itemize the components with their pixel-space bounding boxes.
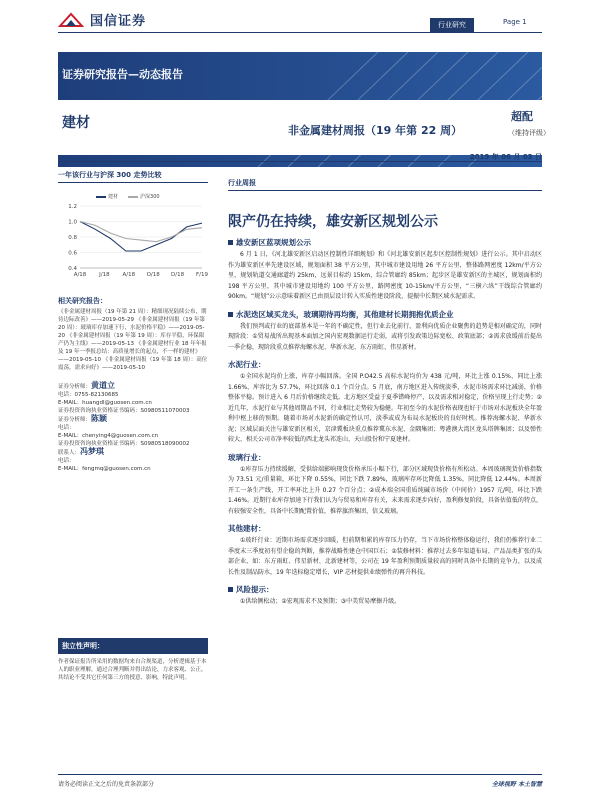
y-tick-label: 0.8: [68, 235, 77, 241]
report-series-title: 证券研究报告—动态报告: [62, 68, 183, 81]
section-heading: 玻璃行业：: [228, 452, 266, 462]
sector-name: 建材: [62, 115, 90, 131]
slogan: 全球视野 本土智慧: [491, 781, 542, 788]
section: [228, 584, 542, 608]
analyst-cert: 证券投资咨询执业资格证书编码：S0980518090002: [58, 441, 190, 447]
analyst-name: 冯梦琪: [80, 447, 105, 456]
analyst-phone: 电话：: [58, 425, 75, 431]
brand-logo: [58, 10, 146, 29]
analyst-cert: 证券投资咨询执业资格证书编码：S0980511070003: [58, 408, 190, 414]
report-type-tag: 行业研究: [430, 18, 474, 32]
y-tick-label: 1.0: [68, 219, 77, 226]
x-tick-label: O/18: [146, 272, 160, 278]
y-tick-label: 0.4: [68, 266, 77, 272]
rating-note: （维持评级）: [508, 129, 550, 137]
section-heading: 水泥迭区域买龙头，玻璃期待再均衡，其他建材长期拥抱优质企业: [228, 309, 542, 320]
analyst-card: [58, 382, 208, 415]
y-tick-label: 1.2: [68, 204, 77, 210]
analyst-email[interactable]: E-MAIL：fengmq@guosen.com.cn: [58, 466, 151, 472]
analyst-role: 联系人：: [58, 450, 81, 456]
section: [228, 523, 542, 578]
section-heading: 雄安新区蓝项规划公示: [228, 237, 542, 248]
disclaimer-note: 请务必阅读正文之后的免责条款部分: [58, 781, 155, 788]
section-text: 6 月 1 日，《河北雄安新区启动区控制性详细规划》和《河北雄安新区起步区控制性规划》进行公示。其中启动区作为雄安新区率先建设区域，规划面积 38 平方公里，其中城市建设用地 26 平方公里，整体路网密度 12km/平方公里，规划轨道交通廊道约 25km，远景目标约 15km，综合管廊约 85km；起步区是雄安新区的主城区，规划面积约 198 平方公里，其中城市建设用地约 100 平方公里，路网密度 10-15km/平方公里，“三横六纵”干线综合管廊约 90km。“规划”公示意味着新区已由顶层设计转入实质性建设阶段，提振中长期区域水泥需求。: [228, 251, 542, 300]
headline: 限产仍在持续，雄安新区规划公示: [228, 214, 438, 230]
chart-legend: [96, 193, 208, 200]
analyst-card: [58, 415, 208, 448]
main-column: [228, 170, 542, 608]
x-tick-label: A/18: [73, 272, 87, 278]
section-heading: 其他建材：: [228, 524, 266, 533]
section: [228, 237, 542, 303]
x-tick-label: D/18: [171, 272, 185, 278]
performance-chart: [58, 202, 208, 282]
report-title: 非金属建材周报（19 年第 22 周）: [288, 124, 463, 137]
independence-statement: [58, 638, 208, 682]
analyst-phone: 电话：0755-82130685: [58, 392, 119, 398]
section-heading: 风险提示：: [228, 584, 542, 595]
y-tick-label: 0.6: [68, 250, 77, 257]
x-tick-label: J/18: [99, 272, 110, 278]
page-number: Page 1: [503, 18, 527, 26]
section-text: ①供给侧松动；②宏观需求不及预期；③中美贸易摩擦升级。: [240, 598, 401, 605]
legend-item-index: 沪深300: [128, 193, 160, 200]
analyst-list: [58, 382, 208, 473]
section-text: ①玻纤行业：近期市场需求逐步回暖，但前期和累的库存压力仍存，当下市场价格整体稳运行，我们仍推荐行业二季度末三季度初有望企稳的判断，推荐战略性建仓中国巨石；②装修材料：推荐过去多年渠道布局、产品品类扩张的头部企业，如：东方雨虹、伟星新材、北新建材等，公司在 19 年盈利预期质量较高的同时具备中长期的竞争力，以及成长性及制品防水，19 年迭标稳定增长，VIP 芯材提供业绩弹性的再升科技。: [228, 537, 542, 576]
logo-icon: [58, 12, 84, 28]
section-heading: 水泥行业：: [228, 360, 266, 369]
section: [228, 452, 542, 518]
page-footer: [58, 774, 542, 788]
analyst-email[interactable]: E-MAIL：chenying4@guosen.com.cn: [58, 433, 159, 439]
independence-text: 作者保证报告所采用的数据均来自合规渠道，分析逻辑基于本人的职业理解，通过合理判断并得出结论，力求客观、公正，其结论不受其它任何第三方的授意、影响，特此声明。: [58, 659, 207, 681]
left-column: [58, 170, 208, 473]
analyst-name: 陈颖: [91, 414, 108, 423]
analyst-role: 证券分析师：: [58, 384, 92, 390]
independence-heading: 独立性声明：: [58, 638, 208, 654]
related-heading: 相关研究报告：: [58, 297, 107, 305]
x-tick-label: A/18: [122, 272, 136, 278]
section-text: ①全国水泥均价上涨，库存小幅回落。全国 P.O42.5 高标水泥均价为 438 元/吨，环比上涨 0.15%，同比上涨 1.66%，库容比为 57.7%，环比回落 0.1 个百分点。5 月底，南方地区进入传统淡季，水泥市场需求环比减弱，价格整体平稳。预计进入 6 月后价格继续走低。北方地区受益于夏季错峰停产，以及需求相对稳定，价格呈现上行走势；②近几年，水泥行业与其他周期品不同，行业相比走势较为稳健。年初至今的水泥价格表现也好于市场对水泥板块全年盈利中枢上移的预期。随着市场对水泥新的确定性认可，淡季或成为布局水泥板块的良好时机。推荐海螺水泥、华新水泥；区域层面关注与雄安新区相关，京津冀板块重点推荐冀东水泥、金隅集团；粤港澳大湾区龙头塔牌集团；以及弹性较大、相关公司市净率较低的西北龙头祁连山、天山股份和宁夏建材。: [228, 373, 542, 443]
analyst-email[interactable]: E-MAIL：huangdl@guosen.com.cn: [58, 400, 152, 406]
section-text: 我们预判或行业的底部基本是一年的不确定性，但行业去化前行，盈利向优质企业聚焦的趋势是相对确定的，同时现阶段：①贸易战所出现基本面加之国内宏观数据运行走弱，或将引发政策边际宽松、政策底部；②需求放缓前后提出一季企稳，现阶段重点推荐海螺水泥、华新水泥、东方雨虹、伟星新材。: [228, 322, 542, 351]
x-tick-label: F/19: [195, 272, 208, 278]
chart-heading: 一年该行业与沪深 300 走势比较: [58, 170, 208, 183]
report-date: 2019 年 06 月 03 日: [469, 153, 542, 161]
section: [228, 359, 542, 446]
brand-name: 国信证券: [90, 14, 147, 29]
analyst-card: [58, 448, 208, 473]
rating: 超配: [511, 110, 533, 123]
section-text: ①库存压力持续缓解，受供给端影响现货价格承压小幅下行，部分区域现货价格有所松动。本周玻璃现货价格指数为 73.51 元/重量箱，环比下降 0.55%，同比下跌 7.89%，玻璃库存环比降低 1.35%，同比降低 12.44%。本周新开工一条生产线，开工率环比上升 0.27 个百分点；②成本端全国重质纯碱市场价（中间价）1957 元/吨，环比下跌 1.46%。近期行业库存加速下行我们认为与贸易和库存有关，未来需求逐步向好，盈利修复阶段，具备估值低的特点，有较强安全性，具备中长期配置价值，推荐旗滨集团、信义玻璃。: [228, 465, 542, 515]
legend-item-sector: 建材: [96, 193, 118, 200]
square-bullet-icon: [228, 312, 233, 317]
square-bullet-icon: [228, 240, 233, 245]
analyst-phone: 电话：: [58, 458, 75, 464]
sector-box: [58, 100, 548, 155]
analyst-name: 黄道立: [91, 381, 116, 390]
section-tag: 行业周报: [228, 178, 542, 191]
series-line: [80, 222, 202, 252]
square-bullet-icon: [228, 587, 233, 592]
related-reports: 《非金属建材周报（19 年第 21 周）：精细现况陆续公布，期待边际改善》——2019-05-29 《非金属建材周报（19 年第 20 周）：玻璃库存加速下行，水泥价格平稳》——2019-05-20 《非金属建材周报（19 年第 19 周）：库存平稳，环保限产仍为主线》——2019-05-13 《非金属建材行业 18 年年报及 19 年一季报总结：高质量增长的起点，不一样的建材》——2019-05-10 《非金属建材周报（19 年第 18 周）：高位震荡，需求向好》——2019-05-10: [58, 309, 208, 371]
analyst-role: 证券分析师：: [58, 417, 92, 423]
date-bar: [58, 152, 542, 162]
header-rule: [58, 32, 542, 33]
section: [228, 309, 542, 354]
